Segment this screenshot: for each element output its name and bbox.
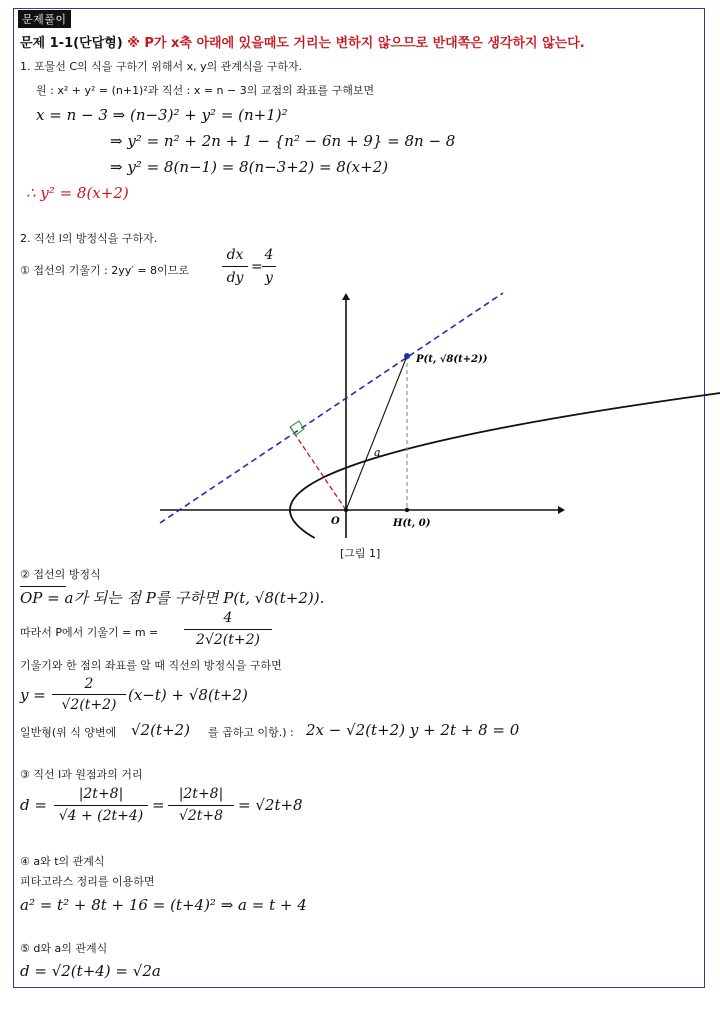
op-line: OP = a가 되는 점 P를 구하면 P(t, √8(t+2)). (20, 589, 325, 607)
f1-bar (54, 805, 148, 806)
tangent-den: √2(t+2) (61, 697, 117, 713)
figure-caption: [그림 1] (340, 547, 381, 560)
part6-heading: ⑤ d와 a의 관계식 (20, 942, 108, 955)
f1-den: √4 + (2t+4) (58, 808, 144, 824)
part4-heading: ③ 직선 l과 원점과의 거리 (20, 768, 143, 781)
part3-sentence: 기울기와 한 점의 좌표를 알 때 직선의 방정식을 구하면 (20, 659, 282, 672)
tangent-bar (52, 694, 126, 695)
part1-result: ∴ y² = 8(x+2) (26, 184, 129, 202)
slope-num: 4 (223, 610, 233, 626)
f2-num: |2t+8| (178, 786, 224, 802)
point-origin (344, 508, 348, 512)
tangent-num: 2 (84, 676, 94, 692)
general-mid: 를 곱하고 이항.) : (208, 726, 294, 739)
segment-a-label: a (374, 446, 381, 459)
point-p-label: P(t, √8(t+2)) (416, 354, 488, 365)
point-h (405, 508, 409, 512)
slope-bar (184, 629, 272, 630)
problem-note: ※ P가 x축 아래에 있을때도 거리는 변하지 않으므로 반대쪽은 생각하지 않는다. (127, 36, 585, 51)
slope-lhs-num: dx (226, 247, 244, 263)
point-p (404, 353, 410, 359)
slope-equals: = (251, 259, 263, 275)
general-eq: 2x − √2(t+2) y + 2t + 8 = 0 (306, 721, 520, 739)
slope-line-prefix: 따라서 P에서 기울기 = m = (20, 626, 159, 639)
f1-num: |2t+8| (78, 786, 124, 802)
d-prefix: d = (20, 796, 47, 814)
f-equals: = (152, 796, 165, 814)
part6-equation: d = √2(t+4) = √2a (20, 962, 161, 980)
f2-bar (168, 805, 234, 806)
part1-eq3: ⇒ y² = 8(n−1) = 8(n−3+2) = 8(x+2) (110, 158, 389, 176)
parabola-curve (290, 292, 720, 538)
part1-eq1: x = n − 3 ⇒ (n−3)² + y² = (n+1)² (36, 106, 288, 124)
part1-eq2: ⇒ y² = n² + 2n + 1 − {n² − 6n + 9} = 8n − 8 (110, 132, 456, 150)
op-overline (20, 586, 66, 587)
part5-sentence: 피타고라스 정리를 이용하면 (20, 875, 155, 888)
h-label: H(t, 0) (393, 518, 431, 529)
origin-label: O (331, 516, 340, 527)
part1-heading: 1. 포물선 C의 식을 구하기 위해서 x, y의 관계식을 구하자. (20, 60, 303, 73)
f2-den: √2t+8 (178, 808, 224, 824)
x-axis-arrow (558, 506, 565, 514)
section-badge: 문제풀이 (18, 10, 71, 28)
tangent-suffix: (x−t) + √8(t+2) (128, 686, 248, 704)
slope-den: 2√2(t+2) (196, 632, 260, 648)
part1-intro: 원 : x² + y² = (n+1)²과 직선 : x = n − 3의 교점의 좌표를 구해보면 (36, 84, 375, 97)
slope-rhs-num: 4 (264, 247, 274, 263)
slope-rhs-den: y (265, 270, 273, 286)
general-mult: √2(t+2) (131, 721, 190, 739)
tangent-prefix: y = (20, 686, 46, 704)
part3-heading: ② 접선의 방정식 (20, 568, 101, 581)
problem-title: 문제 1-1(단답형) (20, 36, 123, 51)
perpendicular-segment (290, 427, 346, 510)
slope-text: ① 접선의 기울기 : 2yy′ = 8이므로 (20, 264, 189, 277)
segment-op (346, 356, 407, 510)
general-prefix: 일반형(위 식 양변에 (20, 726, 117, 739)
part5-equation: a² = t² + 8t + 16 = (t+4)² ⇒ a = t + 4 (20, 896, 307, 914)
y-axis-arrow (342, 293, 350, 300)
d-result: = √2t+8 (238, 796, 303, 814)
part2-heading: 2. 직선 l의 방정식을 구하자. (20, 232, 158, 245)
slope-lhs-den: dy (226, 270, 244, 286)
part5-heading: ④ a와 t의 관계식 (20, 855, 105, 868)
